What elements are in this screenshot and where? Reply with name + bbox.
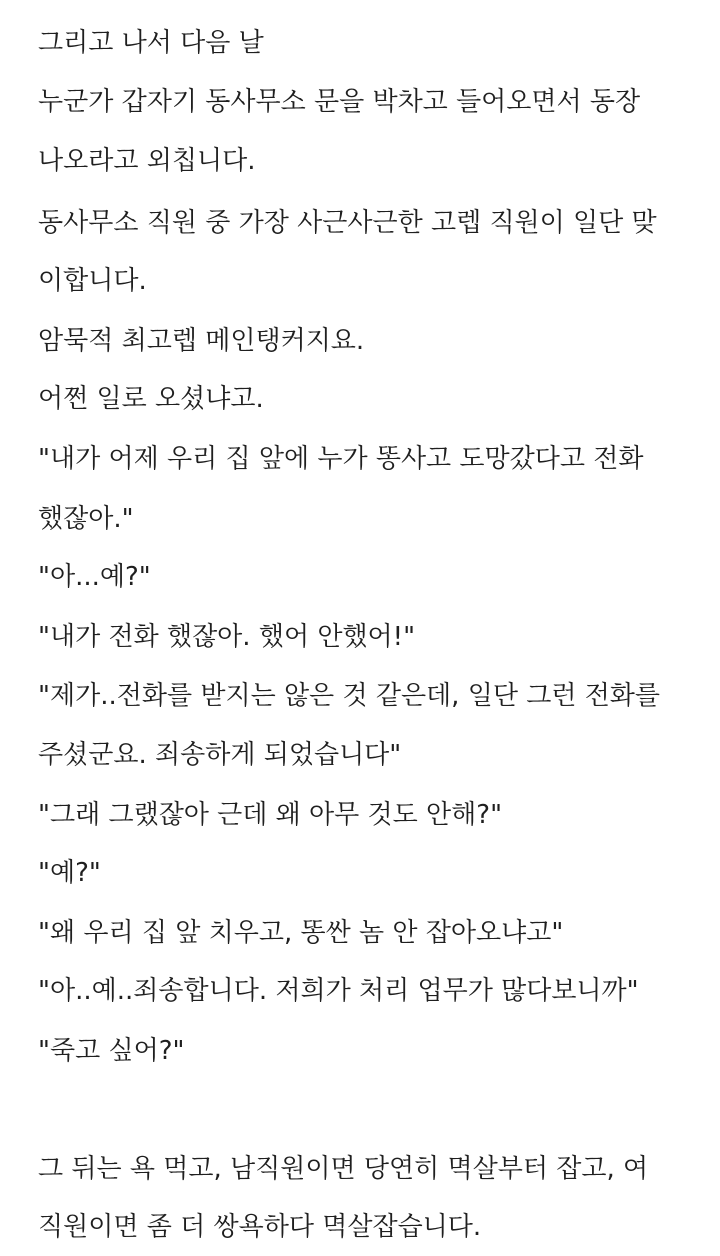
text-line: "예?" [38, 858, 101, 888]
text-line: 그 뒤는 욕 먹고, 남직원이면 당연히 멱살부터 잡고, 여 [38, 1154, 649, 1184]
text-line: 그리고 나서 다음 날 [38, 28, 264, 58]
text-line: 이합니다. [38, 266, 147, 296]
text-line: "아..예..죄송합니다. 저희가 처리 업무가 많다보니까" [38, 976, 639, 1006]
text-line: 했잖아." [38, 504, 134, 534]
text-line: 직원이면 좀 더 쌍욕하다 멱살잡습니다. [38, 1212, 482, 1242]
text-line: "내가 전화 했잖아. 했어 안했어!" [38, 622, 416, 652]
text-line: 나오라고 외칩니다. [38, 146, 256, 176]
text-line: "내가 어제 우리 집 앞에 누가 똥사고 도망갔다고 전화 [38, 444, 644, 474]
text-line: 암묵적 최고렙 메인탱커지요. [38, 326, 365, 356]
text-line: "그래 그랬잖아 근데 왜 아무 것도 안해?" [38, 800, 503, 830]
text-line: 어쩐 일로 오셨냐고. [38, 384, 264, 414]
text-line: "죽고 싶어?" [38, 1036, 185, 1066]
text-line: 주셨군요. 죄송하게 되었습니다" [38, 740, 402, 770]
text-line: 누군가 갑자기 동사무소 문을 박차고 들어오면서 동장 [38, 87, 641, 117]
text-line: "아...예?" [38, 562, 151, 592]
text-line: "제가..전화를 받지는 않은 것 같은데, 일단 그런 전화를 [38, 681, 661, 711]
text-line: "왜 우리 집 앞 치우고, 똥싼 놈 안 잡아오냐고" [38, 918, 564, 948]
text-line: 동사무소 직원 중 가장 사근사근한 고렙 직원이 일단 맞 [38, 208, 657, 238]
